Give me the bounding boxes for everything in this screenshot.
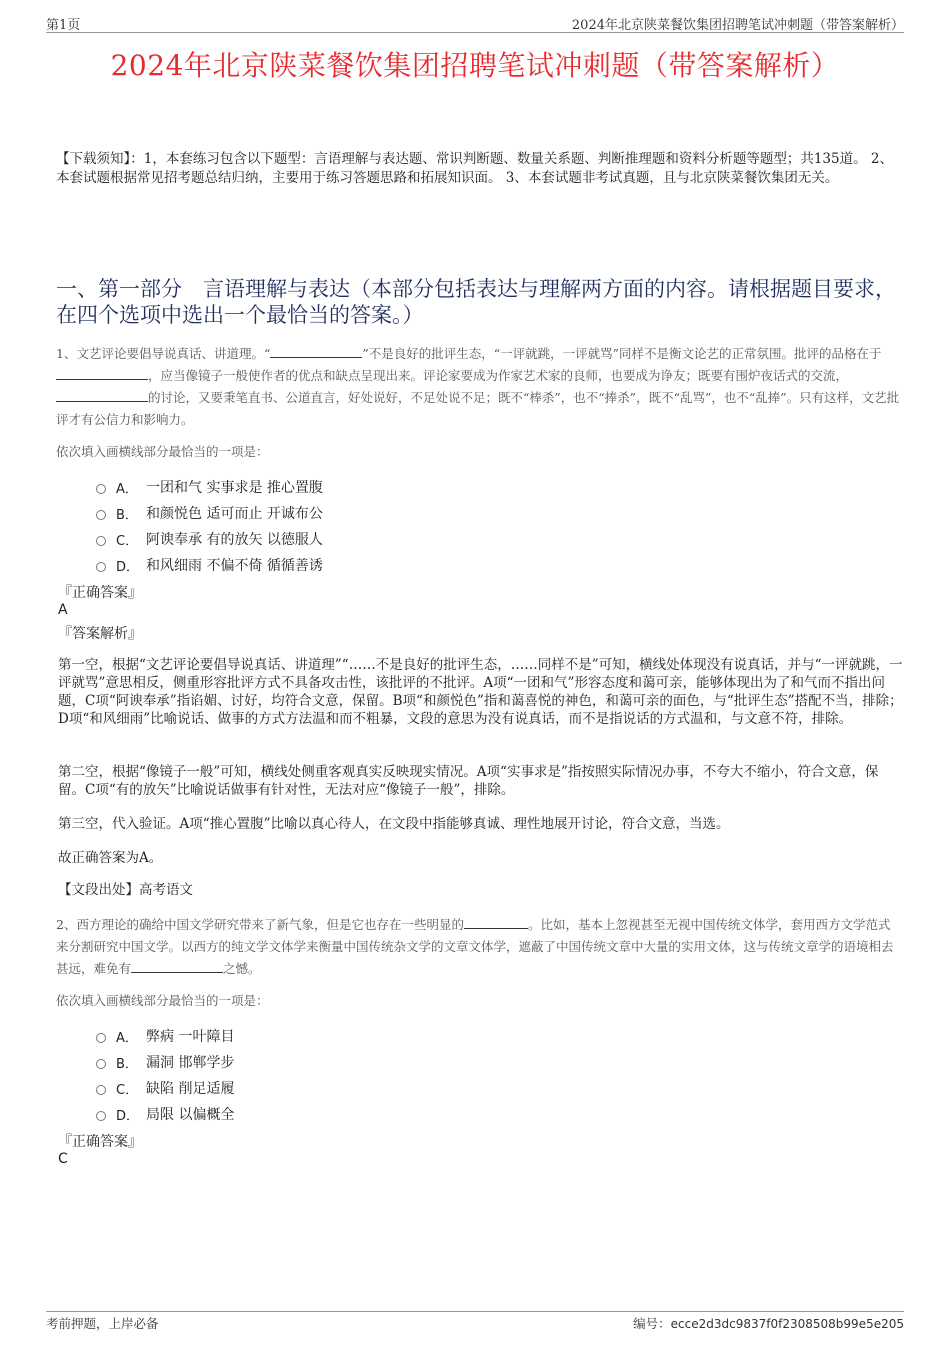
- radio-icon[interactable]: [96, 536, 106, 546]
- q2-answer: C: [58, 1151, 68, 1167]
- radio-icon[interactable]: [96, 484, 106, 494]
- section-title: 一、第一部分 言语理解与表达（本部分包括表达与理解两方面的内容。请根据题目要求，在四个选项中选出一个最恰当的答案。）: [56, 277, 896, 327]
- q2-option-d[interactable]: D． 局限 以偏概全: [96, 1104, 234, 1124]
- blank-1: [464, 914, 528, 929]
- radio-icon[interactable]: [96, 1059, 106, 1069]
- question-1-prompt: 依次填入画横线部分最恰当的一项是：: [56, 444, 269, 459]
- radio-icon[interactable]: [96, 1085, 106, 1095]
- question-2-text: 2、西方理论的确给中国文学研究带来了新气象，但是它也存在一些明显的 。比如，基本上忽视甚至无视中国传统文体学，套用西方文学范式来分割研究中国文学。以西方的纯文学文体学来衡量中国传统杂文学的文章文体学，遮蔽了中国传统文章中大量的实用文体，这与传统文章学的语境相去甚远，难免有 之憾。: [56, 914, 902, 980]
- q1-option-d[interactable]: D． 和风细雨 不偏不倚 循循善诱: [96, 555, 323, 575]
- blank-2: [56, 365, 148, 380]
- q2-option-c[interactable]: C． 缺陷 削足适履: [96, 1078, 234, 1098]
- q1-analysis-conclusion: 故正确答案为A。: [58, 850, 163, 866]
- footer-slogan: 考前押题，上岸必备: [46, 1316, 159, 1331]
- q1-analysis-para-2: 第二空，根据“像镜子一般”可知，横线处侧重客观真实反映现实情况。A项“实事求是”指按照实际情况办事，不夸大不缩小，符合文意，保留。C项“有的放矢”比喻说话做事有针对性，无法对应“像镜子一般”，排除。: [58, 764, 879, 798]
- q2-option-b[interactable]: B． 漏洞 邯郸学步: [96, 1052, 234, 1072]
- q1-answer-label: 『正确答案』: [58, 585, 142, 601]
- document-title: 2024年北京陕菜餐饮集团招聘笔试冲刺题（带答案解析）: [110, 49, 840, 82]
- page-number: 第1页: [46, 18, 81, 33]
- blank-3: [56, 387, 148, 402]
- q1-analysis-para-1: 第一空，根据“文艺评论要倡导说真话、讲道理”“……不是良好的批评生态，……同样不是”可知，横线处体现没有说真话，并与“一评就跳，一评就骂”意思相反，侧重形容批评方式不具备攻击性，该批评的不批评。A项“一团和气”形容态度和蔼可亲，能够体现出为了和气而不指出问题，C项“阿谀奉承”指谄媚、讨好，均符合文意，保留。B项“和颜悦色”指和蔼喜悦的神色，和蔼可亲的面色，与“批评生态”搭配不当，排除；D项“和风细雨”比喻说话、做事的方式方法温和而不粗暴，文段的意思为没有说真话，而不是指说话的方式温和，与文意不符，排除。: [58, 657, 903, 727]
- q1-option-b[interactable]: B． 和颜悦色 适可而止 开诚布公: [96, 503, 323, 523]
- q2-option-a[interactable]: A． 弊病 一叶障目: [96, 1026, 234, 1046]
- q2-answer-label: 『正确答案』: [58, 1134, 142, 1150]
- download-notice: 【下载须知】：1，本套练习包含以下题型：言语理解与表达题、常识判断题、数量关系题、判断推理题和资料分析题等题型；共135道。 2、本套试题根据常见招考题总结归纳，主要用于练习答题思路和拓展知识面。 3、本套试题非考试真题，且与北京陕菜餐饮集团无关。: [56, 151, 893, 186]
- radio-icon[interactable]: [96, 510, 106, 520]
- q1-answer: A: [58, 602, 68, 618]
- header-doc-title: 2024年北京陕菜餐饮集团招聘笔试冲刺题（带答案解析）: [571, 18, 904, 33]
- radio-icon[interactable]: [96, 1033, 106, 1043]
- footer-code: 编号：ecce2d3dc9837f0f2308508b99e5e205: [633, 1316, 904, 1331]
- question-2-prompt: 依次填入画横线部分最恰当的一项是：: [56, 993, 269, 1008]
- q1-source: 【文段出处】高考语文: [58, 882, 193, 898]
- header-divider: [46, 32, 904, 33]
- q1-analysis-para-3: 第三空，代入验证。A项“推心置腹”比喻以真心待人，在文段中指能够真诚、理性地展开讨论，符合文意，当选。: [58, 816, 730, 832]
- radio-icon[interactable]: [96, 1111, 106, 1121]
- q1-analysis-label: 『答案解析』: [58, 626, 142, 642]
- blank-2: [131, 958, 223, 973]
- footer-divider: [46, 1311, 904, 1312]
- q1-option-a[interactable]: A． 一团和气 实事求是 推心置腹: [96, 477, 323, 497]
- blank-1: [270, 343, 362, 358]
- question-1-text: 1、文艺评论要倡导说真话、讲道理。“ ”不是良好的批评生态，“一评就跳，一评就骂”同样不是衡文论艺的正常氛围。批评的品格在于，应当像镜子一般使作者的优点和缺点呈现出来。评论家要成为作家艺术家的良师，也要成为诤友；既要有围炉夜话式的交流，的讨论，又要秉笔直书、公道直言，好处说好，不足处说不足；既不“棒杀”，也不“捧杀”，既不“乱骂”，也不“乱捧”。只有这样，文艺批评才有公信力和影响力。: [56, 343, 902, 431]
- radio-icon[interactable]: [96, 562, 106, 572]
- q1-option-c[interactable]: C． 阿谀奉承 有的放矢 以德服人: [96, 529, 323, 549]
